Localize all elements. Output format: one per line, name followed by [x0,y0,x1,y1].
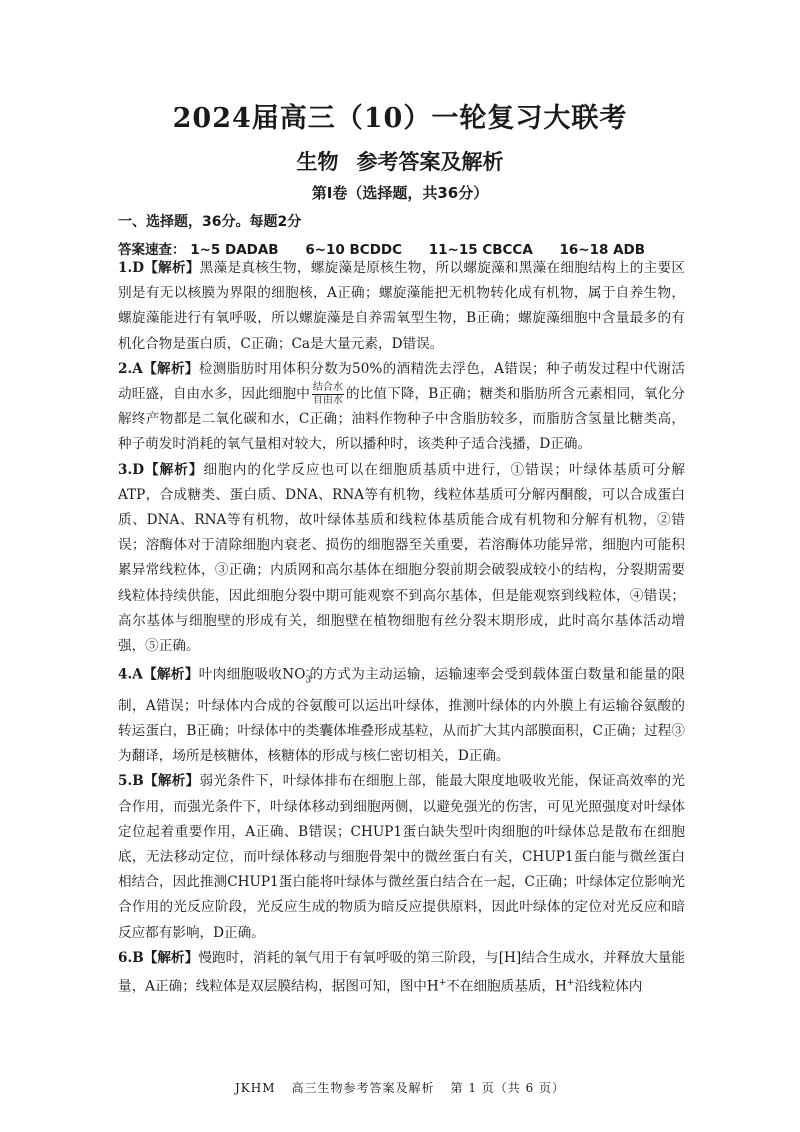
subject-label: 生物 [296,150,339,174]
ion-subscript: 3 [305,675,312,686]
explanations [118,256,685,1000]
question-text: 的方式为主动运输，运输速率会受到载体蛋白数量和能量的限制，A错误；叶绿体内合成的谷氨酸可以运出叶绿体，推测叶绿体的内外膜上有运输谷氨酸的转运蛋白，B正确；叶绿体中的类囊体堆叠形成基粒，从而扩大其内部膜面积，C正确；过程③为翻译，场所是核糖体，核糖体的形成与核仁密切相关，D正确。 [118,666,686,765]
question-text: 检测脂肪时用体积分数为50%的酒精洗去浮色，A错误；种子萌发过程中代谢活动旺盛，自由水多，因此细胞中 [118,360,685,403]
question-head: 4.A【解析】 [118,666,199,683]
answer-group: 16~18 ADB [559,242,646,258]
answer-group: 6~10 BCDDC [305,242,403,258]
question-head: 2.A【解析】 [118,360,199,377]
question-head: 5.B【解析】 [118,773,200,790]
question-explanation [118,946,685,1000]
question-text: 的比值下降，B正确；糖类和脂肪所含元素相同，氧化分解终产物都是二氧化碳和水，C正确；油料作物种子中含脂肪较多，而脂肪含氢量比糖类高，种子萌发时消耗的氧气量相对较大，所以播种时，该类种子适合浅播，D正确。 [118,386,685,453]
question-head: 1.D【解析】 [118,260,200,276]
answer-group: 1~5 DADAB [190,242,279,258]
question-head: 6.B【解析】 [118,949,199,966]
page-footer [0,1079,800,1096]
fraction-denominator: 自由水 [312,395,343,407]
ratio-fraction [312,382,344,407]
section-heading: 一、选择题，36分。每题2分 [118,214,302,230]
volume-heading: 第Ⅰ卷（选择题，共36分） [311,184,489,202]
question-explanation [118,357,685,458]
question-text: 黑藻是真核生物，螺旋藻是原核生物，所以螺旋藻和黑藻在细胞结构上的主要区别是有无以核膜为界限的细胞核，A正确；螺旋藻能把无机物转化成有机物，属于自养生物，螺旋藻能进行有氧呼吸，所以螺旋藻是自养需氧型生物，B正确；螺旋藻细胞中含量最多的有机化合物是蛋白质，C正确；Ca是大量元素，D错误。 [118,260,685,352]
ion-superscript: - [306,666,310,677]
answer-group: 11~15 CBCCA [428,242,533,258]
footer-doc: 高三生物参考答案及解析 [291,1081,435,1095]
page-number: 第 1 页（共 6 页） [450,1081,566,1095]
ion-superscript: + [566,977,575,988]
question-text: 细胞内的化学反应也可以在细胞质基质中进行，①错误；叶绿体基质可分解ATP，合成糖类、蛋白质、DNA、RNA等有机物，线粒体基质可分解丙酮酸，可以合成蛋白质、DNA、RNA等有机物，故叶绿体基质和线粒体基质能合成有机物和分解有机物，②错误；溶酶体对于清除细胞内衰老、损伤的细胞器至关重要，若溶酶体功能异常，细胞内可能积累异常线粒体，③正确；内质网和高尔基体在细胞分裂前期会破裂成较小的结构，分裂期需要线粒体持续供能，因此细胞分裂中期可能观察不到高尔基体，但是能观察到线粒体，④错误；高尔基体与细胞壁的形成有关，细胞壁在植物细胞有丝分裂末期形成，此时高尔基体活动增强，⑤正确。 [118,461,685,655]
question-head: 3.D【解析】 [118,461,204,478]
question-text: 沿线粒体内 [574,978,643,995]
question-explanation [118,458,685,660]
doc-type-label: 参考答案及解析 [356,150,504,174]
question-explanation [118,769,685,945]
fraction-numerator: 结合水 [312,382,343,394]
question-text: 弱光条件下，叶绿体排布在细胞上部，能最大限度地吸收光能，保证高效率的光合作用，而强光条件下，叶绿体移动到细胞两侧，以避免强光的伤害，可见光照强度对叶绿体定位起着重要作用，A正确、B错误；CHUP1蛋白缺失型叶肉细胞的叶绿体总是散布在细胞底，无法移动定位，而叶绿体移动与细胞骨架中的微丝蛋白有关，CHUP1蛋白能与微丝蛋白相结合，因此推测CHUP1蛋白能将叶绿体与微丝蛋白结合在一起，C正确；叶绿体定位影响光合作用的光反应阶段，光反应生成的物质为暗反应提供原料，因此叶绿体的定位对光反应和暗反应都有影响，D正确。 [118,773,686,941]
question-text: 叶肉细胞吸收NO [198,666,306,683]
question-explanation [118,659,685,769]
footer-code: JKHM [234,1081,276,1095]
question-text: 慢跑时，消耗的氧气用于有氧呼吸的第三阶段，与[H]结合生成水，并释放大量能量，A正确；线粒体是双层膜结构，据图可知，图中H [118,949,685,995]
subtitle [0,146,800,176]
answer-key-label: 答案速查： [118,242,186,258]
question-text: 不在细胞质基质，H [446,978,567,995]
exam-title: 2024届高三（10）一轮复习大联考 [172,103,628,134]
ion-superscript: + [438,977,447,988]
answer-key [118,238,667,258]
question-explanation [118,256,685,357]
